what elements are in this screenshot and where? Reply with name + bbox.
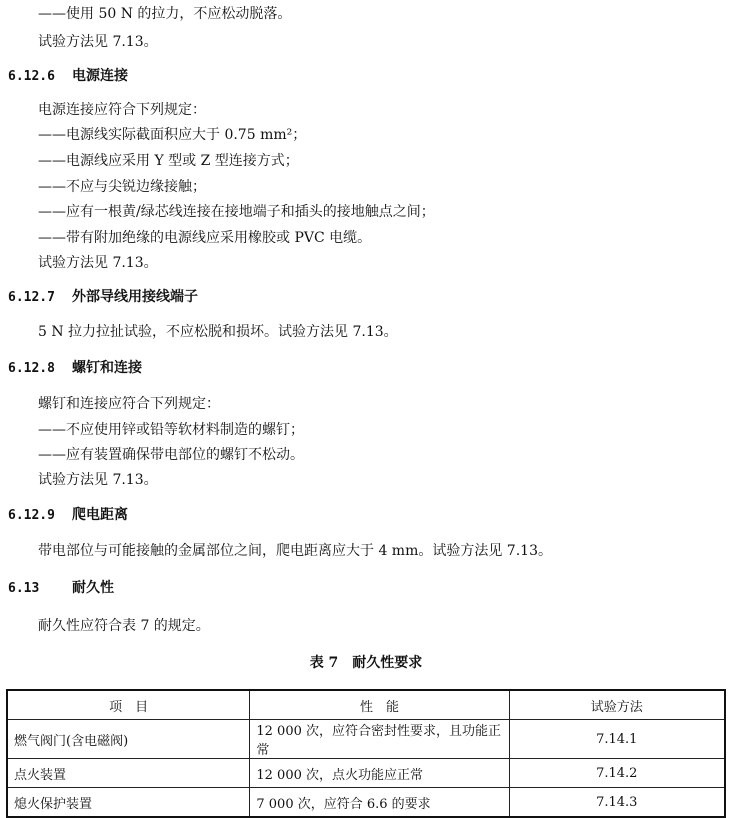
list-item: ——不应与尖锐边缘接触； [38, 179, 206, 195]
table-cell: 燃气阀门(含电磁阀) [7, 720, 250, 759]
section-number: 6.12.9 [8, 508, 55, 523]
table-cell: 12 000 次，点火功能应正常 [250, 759, 509, 788]
section-number: 6.12.6 [8, 69, 55, 84]
section-title: 爬电距离 [72, 507, 128, 523]
column-header: 项 目 [7, 690, 250, 720]
table-cell: 点火装置 [7, 759, 250, 788]
section-heading-6-12-7 [8, 287, 198, 308]
table-row [7, 759, 725, 788]
column-header: 试验方法 [509, 690, 725, 720]
table-cell: 12 000 次，应符合密封性要求，且功能正常 [250, 720, 509, 759]
list-item: ——电源线实际截面积应大于 0.75 mm²； [38, 127, 307, 143]
section-number: 6.12.7 [8, 290, 55, 305]
table-header-row [7, 690, 725, 720]
table-cell: 熄火保护装置 [7, 788, 250, 818]
list-item: ——应有装置确保带电部位的螺钉不松动。 [38, 447, 304, 463]
paragraph: 螺钉和连接应符合下列规定： [38, 396, 220, 412]
durability-table [6, 689, 726, 818]
test-method: 试验方法见 7.13。 [38, 472, 158, 488]
section-heading-6-13 [8, 578, 114, 599]
section-title: 电源连接 [72, 68, 128, 84]
table-cell: 7 000 次，应符合 6.6 的要求 [250, 788, 509, 818]
section-heading-6-12-9 [8, 505, 128, 526]
test-method: 试验方法见 7.13。 [38, 255, 158, 271]
list-item: ——应有一根黄/绿芯线连接在接地端子和插头的接地触点之间； [38, 204, 435, 220]
paragraph: 带电部位与可能接触的金属部位之间，爬电距离应大于 4 mm。试验方法见 7.13。 [38, 543, 552, 559]
section-number: 6.12.8 [8, 361, 55, 376]
text-line: 试验方法见 7.13。 [38, 34, 158, 50]
paragraph: 耐久性应符合表 7 的规定。 [38, 618, 210, 634]
section-title: 耐久性 [72, 580, 114, 596]
text-line: ——使用 50 N 的拉力，不应松动脱落。 [38, 6, 292, 22]
table-cell: 7.14.1 [509, 720, 725, 759]
column-header: 性 能 [250, 690, 509, 720]
section-heading-6-12-6 [8, 66, 128, 87]
section-heading-6-12-8 [8, 358, 142, 379]
table-row [7, 788, 725, 818]
table-row [7, 720, 725, 759]
table-cell: 7.14.3 [509, 788, 725, 818]
paragraph: 电源连接应符合下列规定： [38, 102, 206, 118]
section-title: 螺钉和连接 [72, 360, 142, 376]
list-item: ——电源线应采用 Y 型或 Z 型连接方式； [38, 153, 299, 169]
table-cell: 7.14.2 [509, 759, 725, 788]
paragraph: 5 N 拉力拉扯试验，不应松脱和损坏。试验方法见 7.13。 [38, 324, 398, 340]
section-title: 外部导线用接线端子 [72, 289, 198, 305]
section-number: 6.13 [8, 581, 40, 596]
list-item: ——不应使用锌或铅等软材料制造的螺钉； [38, 422, 304, 438]
table-caption: 表 7 耐久性要求 [309, 655, 423, 671]
list-item: ——带有附加绝缘的电源线应采用橡胶或 PVC 电缆。 [38, 230, 372, 246]
